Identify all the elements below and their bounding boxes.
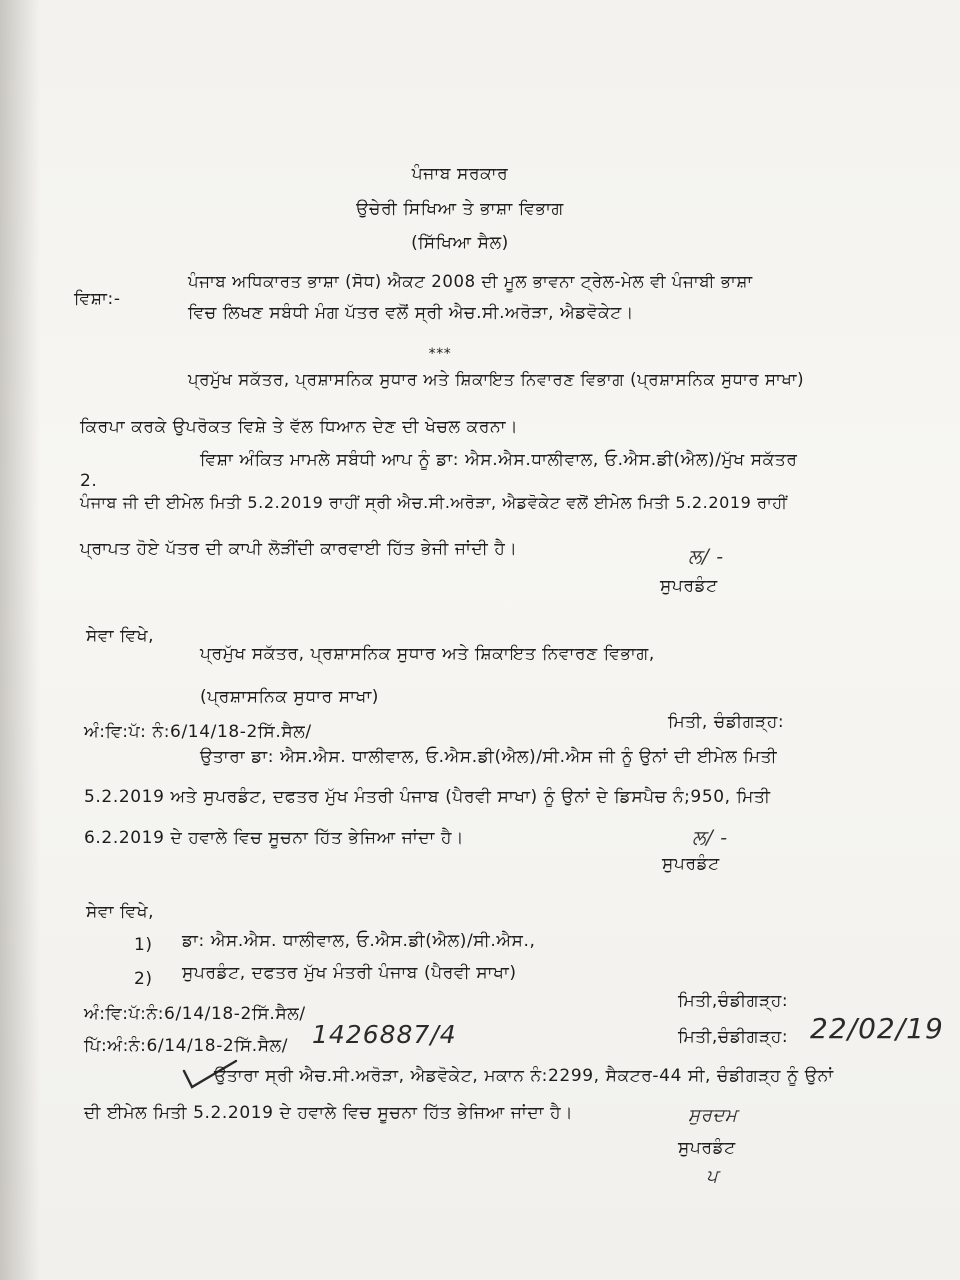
handwritten-dispatch-number: 1426887/4 bbox=[312, 1020, 457, 1049]
copy-line-1: ਉਤਾਰਾ ਡਾ: ਐਸ.ਐਸ. ਧਾਲੀਵਾਲ, ਓ.ਐਸ.ਡੀ(ਐਲ)/ਸੀ.ਐਸ ਜੀ ਨੂੰ ਉਨਾਂ ਦੀ ਈਮੇਲ ਮਿਤੀ bbox=[200, 747, 778, 767]
copy-line-2: 5.2.2019 ਅਤੇ ਸੁਪਰਡੰਟ, ਦਫਤਰ ਮੁੱਖ ਮੰਤਰੀ ਪੰਜਾਬ (ਪੈਰਵੀ ਸਾਖਾ) ਨੂੰ ਉਨਾਂ ਦੇ ਡਿਸਪੈਚ ਨੰ;950, ਮਿਤੀ bbox=[84, 787, 771, 807]
subject-line-1: ਪੰਜਾਬ ਅਧਿਕਾਰਤ ਭਾਸ਼ਾ (ਸੋਧ) ਐਕਟ 2008 ਦੀ ਮੂਲ ਭਾਵਨਾ ਟ੍ਰੇਲ-ਮੇਲ ਵੀ ਪੰਜਾਬੀ ਭਾਸ਼ਾ bbox=[188, 272, 753, 291]
page-shadow bbox=[0, 0, 40, 1280]
service-label: ਸੇਵਾ ਵਿਖੇ, bbox=[86, 626, 155, 646]
header-cell: (ਸਿੱਖਿਆ ਸੈਲ) bbox=[411, 233, 509, 253]
subject-label: ਵਿਸ਼ਾ:- bbox=[74, 289, 121, 309]
handwritten-date: 22/02/19 bbox=[810, 1012, 944, 1045]
subject-line-2: ਵਿਚ ਲਿਖਣ ਸਬੰਧੀ ਮੰਗ ਪੱਤਰ ਵਲੋਂ ਸ੍ਰੀ ਐਚ.ਸੀ.ਅਰੋੜਾ, ਐਡਵੋਕੇਟ। bbox=[188, 303, 634, 323]
copy-line-2: ਦੀ ਈਮੇਲ ਮਿਤੀ 5.2.2019 ਦੇ ਹਵਾਲੇ ਵਿਚ ਸੂਚਨਾ ਹਿੱਤ ਭੇਜਿਆ ਜਾਂਦਾ ਹੈ। bbox=[84, 1103, 574, 1123]
recipient-2: ਸੁਪਰਡੰਟ, ਦਫਤਰ ਮੁੱਖ ਮੰਤਰੀ ਪੰਜਾਬ (ਪੈਰਵੀ ਸਾਖਾ) bbox=[182, 963, 517, 983]
copy-line-1: ਉਤਾਰਾ ਸ੍ਰੀ ਐਚ.ਸੀ.ਅਰੋੜਾ, ਐਡਵੋਕੇਟ, ਮਕਾਨ ਨੰ:2299, ਸੈਕਟਰ-44 ਸੀ, ਚੰਡੀਗੜ੍ਹ ਨੂੰ ਉਨਾਂ bbox=[214, 1066, 834, 1086]
service-address-2: (ਪ੍ਰਸ਼ਾਸਨਿਕ ਸੁਧਾਰ ਸਾਖਾ) bbox=[200, 687, 380, 707]
service-label: ਸੇਵਾ ਵਿਖੇ, bbox=[86, 902, 155, 922]
reference-date: ਮਿਤੀ,ਚੰਡੀਗੜ੍ਹ: bbox=[678, 991, 789, 1011]
addressee-line: ਪ੍ਰਮੁੱਖ ਸਕੱਤਰ, ਪ੍ਰਸ਼ਾਸਨਿਕ ਸੁਧਾਰ ਅਤੇ ਸ਼ਿਕਾਇਤ ਨਿਵਾਰਣ ਵਿਭਾਗ (ਪ੍ਰਸ਼ਾਸਨਿਕ ਸੁਧਾਰ ਸਾਖਾ) bbox=[188, 370, 805, 389]
signature-title: ਸੁਪਰਡੰਟ bbox=[662, 854, 720, 874]
reference-number: ਅੰ:ਵਿ:ਪੱ: ਨੰ:6/14/18-2ਸਿੱ.ਸੈਲ/ bbox=[84, 722, 312, 742]
reference-number: ਅੰ:ਵਿ:ਪੱ:ਨੰ:6/14/18-2ਸਿੱ.ਸੈਲ/ bbox=[84, 1004, 306, 1024]
para-line-2: ਪੰਜਾਬ ਜੀ ਦੀ ਈਮੇਲ ਮਿਤੀ 5.2.2019 ਰਾਹੀਂ ਸ੍ਰੀ ਐਚ.ਸੀ.ਅਰੋੜਾ, ਐਡਵੋਕੇਟ ਵਲੋਂ ਈਮੇਲ ਮਿਤੀ 5.2.2019 ਰਾਹੀਂ bbox=[80, 493, 788, 512]
signature-mark: ਲ/ - bbox=[688, 544, 724, 568]
endorsement-number: ਪਿੱ:ਅੰ:ਨੰ:6/14/18-2ਸਿੱ.ਸੈਲ/ bbox=[84, 1036, 289, 1056]
separator: *** bbox=[428, 346, 452, 362]
service-address-1: ਪ੍ਰਮੁੱਖ ਸਕੱਤਰ, ਪ੍ਰਸ਼ਾਸਨਿਕ ਸੁਧਾਰ ਅਤੇ ਸ਼ਿਕਾਇਤ ਨਿਵਾਰਣ ਵਿਭਾਗ, bbox=[200, 644, 655, 664]
header-department: ਉਚੇਰੀ ਸਿਖਿਆ ਤੇ ਭਾਸ਼ਾ ਵਿਭਾਗ bbox=[356, 199, 564, 219]
recipient-1: ਡਾ: ਐਸ.ਐਸ. ਧਾਲੀਵਾਲ, ਓ.ਐਸ.ਡੀ(ਐਲ)/ਸੀ.ਐਸ., bbox=[182, 931, 536, 951]
signature-title: ਸੁਪਰਡੰਟ bbox=[678, 1138, 736, 1158]
reference-date: ਮਿਤੀ, ਚੰਡੀਗੜ੍ਹ: bbox=[668, 712, 785, 732]
signature-title: ਸੁਪਰਡੰਟ bbox=[660, 576, 718, 596]
para-line-1: ਵਿਸ਼ਾ ਅੰਕਿਤ ਮਾਮਲੇ ਸਬੰਧੀ ਆਪ ਨੂੰ ਡਾ: ਐਸ.ਐਸ.ਧਾਲੀਵਾਲ, ਓ.ਐਸ.ਡੀ(ਐਲ)/ਮੁੱਖ ਸਕੱਤਰ bbox=[200, 450, 798, 470]
para-line-3: ਪ੍ਰਾਪਤ ਹੋਏ ਪੱਤਰ ਦੀ ਕਾਪੀ ਲੋੜੀਂਦੀ ਕਾਰਵਾਈ ਹਿੱਤ ਭੇਜੀ ਜਾਂਦੀ ਹੈ। bbox=[80, 539, 518, 559]
recipient-number-1: 1) bbox=[134, 935, 153, 955]
copy-line-3: 6.2.2019 ਦੇ ਹਵਾਲੇ ਵਿਚ ਸੂਚਨਾ ਹਿੱਤ ਭੇਜਿਆ ਜਾਂਦਾ ਹੈ। bbox=[84, 828, 465, 848]
request-line: ਕਿਰਪਾ ਕਰਕੇ ਉਪਰੋਕਤ ਵਿਸ਼ੇ ਤੇ ਵੱਲ ਧਿਆਨ ਦੇਣ ਦੀ ਖੇਚਲ ਕਰਨਾ। bbox=[80, 417, 519, 437]
recipient-number-2: 2) bbox=[134, 969, 153, 989]
signature-mark: ਸੁਰਦਮ bbox=[688, 1105, 738, 1126]
signature-initial: ਪ bbox=[706, 1166, 719, 1187]
header-govt: ਪੰਜਾਬ ਸਰਕਾਰ bbox=[411, 164, 509, 184]
para-number: 2. bbox=[80, 471, 98, 491]
signature-mark: ਲ/ - bbox=[692, 825, 728, 849]
endorsement-date: ਮਿਤੀ,ਚੰਡੀਗੜ੍ਹ: bbox=[678, 1027, 789, 1047]
